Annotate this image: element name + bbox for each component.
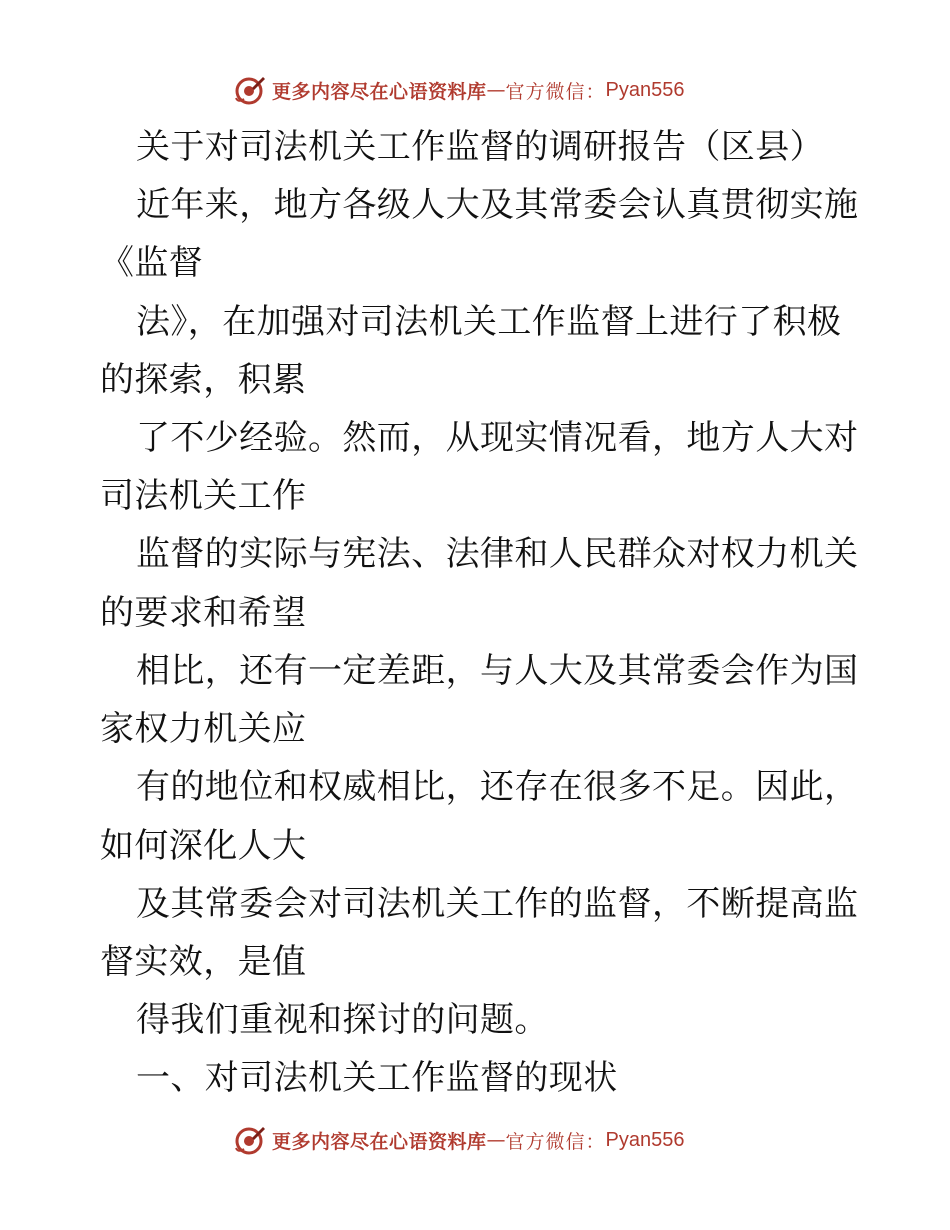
banner-brand-text: 更多内容尽在心语资料库	[272, 1130, 487, 1153]
document-title: 关于对司法机关工作监督的调研报告（区县）	[136, 127, 824, 167]
ink-pen-seal-icon	[234, 1124, 266, 1156]
paragraph-line: 的要求和希望	[100, 593, 307, 633]
banner-wechat-label: 官方微信：	[505, 1130, 606, 1153]
banner-wechat-label: 官方微信：	[505, 80, 606, 103]
paragraph-line: 得我们重视和探讨的问题。	[136, 1000, 549, 1040]
paragraph-line: 如何深化人大	[100, 826, 307, 866]
paragraph-line: 督实效，是值	[100, 942, 307, 982]
paragraph-line: 及其常委会对司法机关工作的监督，不断提高监	[136, 884, 859, 924]
paragraph-line: 司法机关工作	[100, 476, 307, 516]
paragraph-line: 近年来，地方各级人大及其常委会认真贯彻实施	[136, 185, 859, 225]
paragraph-line: 监督的实际与宪法、法律和人民群众对权力机关	[136, 534, 859, 574]
paragraph-line: 有的地位和权威相比，还存在很多不足。因此，	[136, 767, 859, 807]
banner-brand-text: 更多内容尽在心语资料库	[272, 80, 487, 103]
banner-separator: —	[486, 79, 506, 101]
paragraph-line: 家权力机关应	[100, 709, 307, 749]
paragraph-line: 法》，在加强对司法机关工作监督上进行了积极	[136, 302, 842, 342]
banner-separator: —	[486, 1129, 506, 1151]
paragraph-line: 了不少经验。然而，从现实情况看，地方人大对	[136, 418, 859, 458]
banner-wechat-id: Pyan556	[605, 78, 685, 101]
paragraph-line: 《监督	[100, 243, 204, 283]
footer-watermark-banner	[234, 1122, 685, 1158]
section-heading: 一、对司法机关工作监督的现状	[136, 1058, 618, 1098]
paragraph-line: 的探索，积累	[100, 360, 307, 400]
paragraph-line: 相比，还有一定差距，与人大及其常委会作为国	[136, 651, 859, 691]
banner-wechat-id: Pyan556	[605, 1128, 685, 1151]
